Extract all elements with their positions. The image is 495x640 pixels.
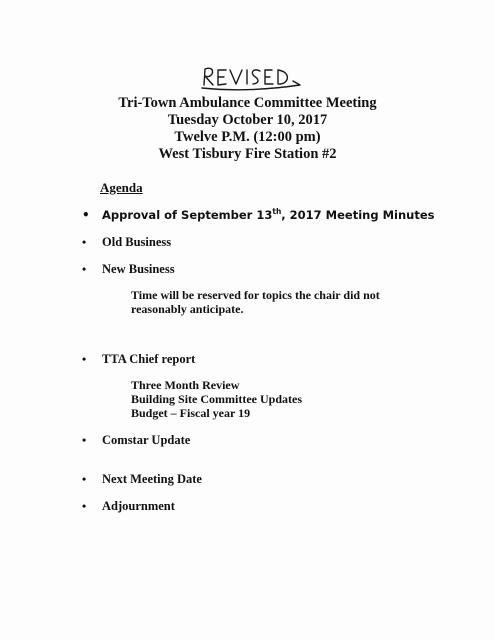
meeting-title: Tri-Town Ambulance Committee Meeting: [118, 95, 377, 111]
agenda-item-text-rest: , 2017 Meeting Minutes: [281, 207, 435, 222]
chief-report-subitem: Three Month Review: [131, 378, 240, 392]
meeting-date: Tuesday October 10, 2017: [167, 112, 328, 128]
agenda-item-text: Comstar Update: [102, 433, 191, 447]
agenda-item-old-business: [82, 235, 171, 250]
bullet-icon: •: [82, 352, 87, 366]
agenda-item-adjournment: [82, 499, 175, 514]
revised-stamp-drawing: [196, 60, 306, 92]
bullet-icon: •: [82, 472, 87, 486]
agenda-item-text: Old Business: [102, 235, 172, 249]
agenda-item-approval-minutes: [82, 207, 435, 222]
agenda-item-chief-report: [82, 352, 195, 367]
agenda-item-next-meeting-date: [82, 472, 202, 487]
revised-handwritten-stamp: [196, 60, 306, 92]
agenda-item-text: Approval of September 13: [102, 207, 273, 222]
chief-report-subitem: Building Site Committee Updates: [131, 392, 302, 406]
bullet-icon: •: [82, 207, 90, 222]
bullet-icon: •: [82, 433, 87, 447]
bullet-icon: •: [82, 235, 87, 249]
ordinal-suffix: th: [272, 207, 282, 216]
agenda-item-comstar-update: [82, 433, 190, 448]
meeting-location: West Tisbury Fire Station #2: [158, 146, 337, 162]
agenda-heading: Agenda: [100, 180, 143, 195]
new-business-note-line-2: reasonably anticipate.: [131, 302, 244, 316]
agenda-item-text: Next Meeting Date: [102, 472, 202, 486]
agenda-item-text: TTA Chief report: [102, 352, 196, 366]
chief-report-subitem: Budget – Fiscal year 19: [131, 406, 251, 420]
agenda-item-new-business: [82, 262, 175, 277]
agenda-item-text: Adjournment: [102, 499, 175, 513]
new-business-note-line-1: Time will be reserved for topics the chair did not: [131, 288, 380, 302]
bullet-icon: •: [82, 499, 87, 513]
agenda-item-text: New Business: [102, 262, 175, 276]
bullet-icon: •: [82, 262, 87, 276]
meeting-time: Twelve P.M. (12:00 pm): [174, 129, 321, 145]
